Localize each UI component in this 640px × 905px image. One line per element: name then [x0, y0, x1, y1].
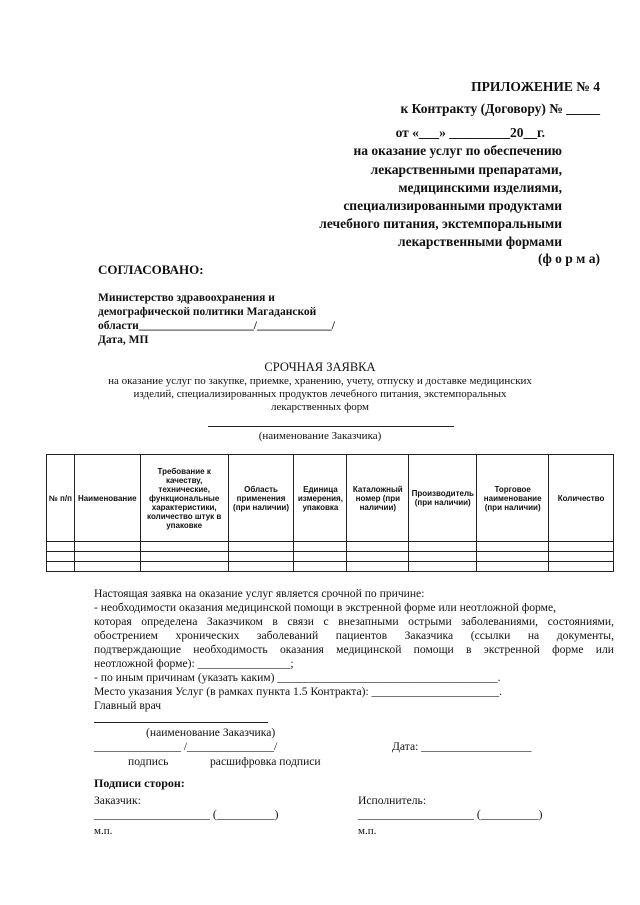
mp-left: м.п.	[94, 825, 113, 837]
cell[interactable]	[74, 542, 140, 552]
request-subtitle	[0, 375, 640, 414]
agreed-org-line1: Министерство здравоохранения и	[98, 292, 275, 304]
cell[interactable]	[140, 562, 228, 572]
request-subtitle-line1: на оказание услуг по закупке, приемке, хранению, учету, отпуску и доставке медицинских	[108, 375, 532, 387]
col-application: Область применения (при наличии)	[228, 455, 294, 542]
parties-title: Подписи сторон:	[94, 776, 185, 790]
request-title: СРОЧНАЯ ЗАЯВКА	[264, 360, 376, 374]
customer-sign-name-label: (наименование Заказчика)	[146, 726, 276, 739]
sign-line: _______________ /_______________/	[94, 740, 278, 753]
reason-item2: - по иным причинам (указать каким) ______________________________________.	[94, 671, 501, 684]
cell[interactable]	[409, 552, 477, 562]
request-table	[46, 454, 614, 572]
table-row	[47, 562, 614, 572]
cell[interactable]	[74, 562, 140, 572]
header-line-6: специализированными продуктами	[343, 198, 562, 213]
customer-name-label: (наименование Заказчика)	[258, 430, 382, 442]
agreed-title: СОГЛАСОВАНО:	[98, 262, 204, 277]
header-line-4: лекарственными препаратами,	[370, 162, 562, 177]
cell[interactable]	[477, 542, 549, 552]
cell[interactable]	[228, 562, 294, 572]
header-line-7: лечебного питания, экстемпоральными	[319, 216, 562, 231]
col-name: Наименование	[74, 455, 140, 542]
mp-right: м.п.	[358, 825, 377, 837]
agreed-org-line3: области____________________/_____________/	[98, 320, 335, 332]
customer-name-line	[208, 426, 454, 427]
col-requirements: Требование к качеству, технические, функциональные характеристики, количество штук в упаковке	[140, 455, 228, 542]
cell[interactable]	[347, 542, 409, 552]
chief-doctor: Главный врач	[94, 699, 162, 712]
cell[interactable]	[549, 542, 614, 552]
cell[interactable]	[409, 562, 477, 572]
decode-label: расшифровка подписи	[210, 755, 321, 768]
service-place: Место указания Услуг (в рамках пункта 1.5 Контракта): ______________________.	[94, 685, 502, 698]
reason-item1-line2: которая определена Заказчиком в связи с внезапными острыми заболеваниями, состояниями,	[94, 615, 614, 628]
col-unit: Единица измерения, упаковка	[294, 455, 347, 542]
table-header-row	[47, 455, 614, 542]
col-quantity: Количество	[549, 455, 614, 542]
customer-sign-name-line	[94, 722, 268, 723]
appendix-title: ПРИЛОЖЕНИЕ № 4	[471, 79, 600, 94]
agreed-date: Дата, МП	[98, 334, 149, 346]
form-mark: (ф о р м а)	[537, 251, 600, 266]
reason-item1-line1: - необходимости оказания медицинской помощи в экстренной форме или неотложной форме,	[94, 601, 557, 614]
reason-item1-line4: подтверждающие необходимость оказания медицинской помощи в экстренной форме или	[94, 643, 614, 656]
contract-date: от «___» _________20__г.	[395, 125, 545, 140]
cell[interactable]	[47, 542, 75, 552]
request-subtitle-line3: лекарственных форм	[271, 401, 369, 413]
cell[interactable]	[228, 542, 294, 552]
cell[interactable]	[294, 542, 347, 552]
table-row	[47, 542, 614, 552]
cell[interactable]	[347, 562, 409, 572]
party-customer-sign: ____________________ (__________)	[94, 808, 279, 821]
agreed-org	[98, 291, 335, 347]
contract-number: к Контракту (Договору) № _____	[400, 101, 600, 116]
table-row	[47, 552, 614, 562]
cell[interactable]	[47, 562, 75, 572]
reason-item1-line3: обострением хронических заболеваний пациентов Заказчика (ссылки на документы,	[94, 629, 614, 642]
cell[interactable]	[549, 562, 614, 572]
cell[interactable]	[47, 552, 75, 562]
request-subtitle-line2: изделий, специализированных продуктов лечебного питания, экстемпоральных	[133, 388, 507, 400]
cell[interactable]	[477, 562, 549, 572]
reason-item1	[94, 601, 614, 615]
cell[interactable]	[140, 542, 228, 552]
cell[interactable]	[549, 552, 614, 562]
cell[interactable]	[409, 542, 477, 552]
party-executor-sign: ____________________ (__________)	[358, 808, 543, 821]
col-number: № п/п	[47, 455, 75, 542]
reason-intro: Настоящая заявка на оказание услуг является срочной по причине:	[94, 587, 425, 600]
col-catalog: Каталожный номер (при наличии)	[347, 455, 409, 542]
col-trade-name: Торговое наименование (при наличии)	[477, 455, 549, 542]
cell[interactable]	[347, 552, 409, 562]
sign-date: Дата: ___________________	[392, 740, 532, 753]
col-manufacturer: Производитель (при наличии)	[409, 455, 477, 542]
cell[interactable]	[477, 552, 549, 562]
cell[interactable]	[228, 552, 294, 562]
sign-label: подпись	[128, 755, 169, 768]
cell[interactable]	[140, 552, 228, 562]
reason-item1-line5: неотложной форме): ________________;	[94, 657, 294, 670]
header-line-8: лекарственными формами	[398, 234, 562, 249]
party-executor: Исполнитель:	[358, 794, 427, 807]
party-customer: Заказчик:	[94, 794, 141, 807]
cell[interactable]	[294, 552, 347, 562]
cell[interactable]	[294, 562, 347, 572]
cell[interactable]	[74, 552, 140, 562]
header-line-3: на оказание услуг по обеспечению	[353, 143, 562, 158]
header-line-5: медицинскими изделиями,	[398, 180, 562, 195]
agreed-org-line2: демографической политики Магаданской	[98, 306, 317, 318]
